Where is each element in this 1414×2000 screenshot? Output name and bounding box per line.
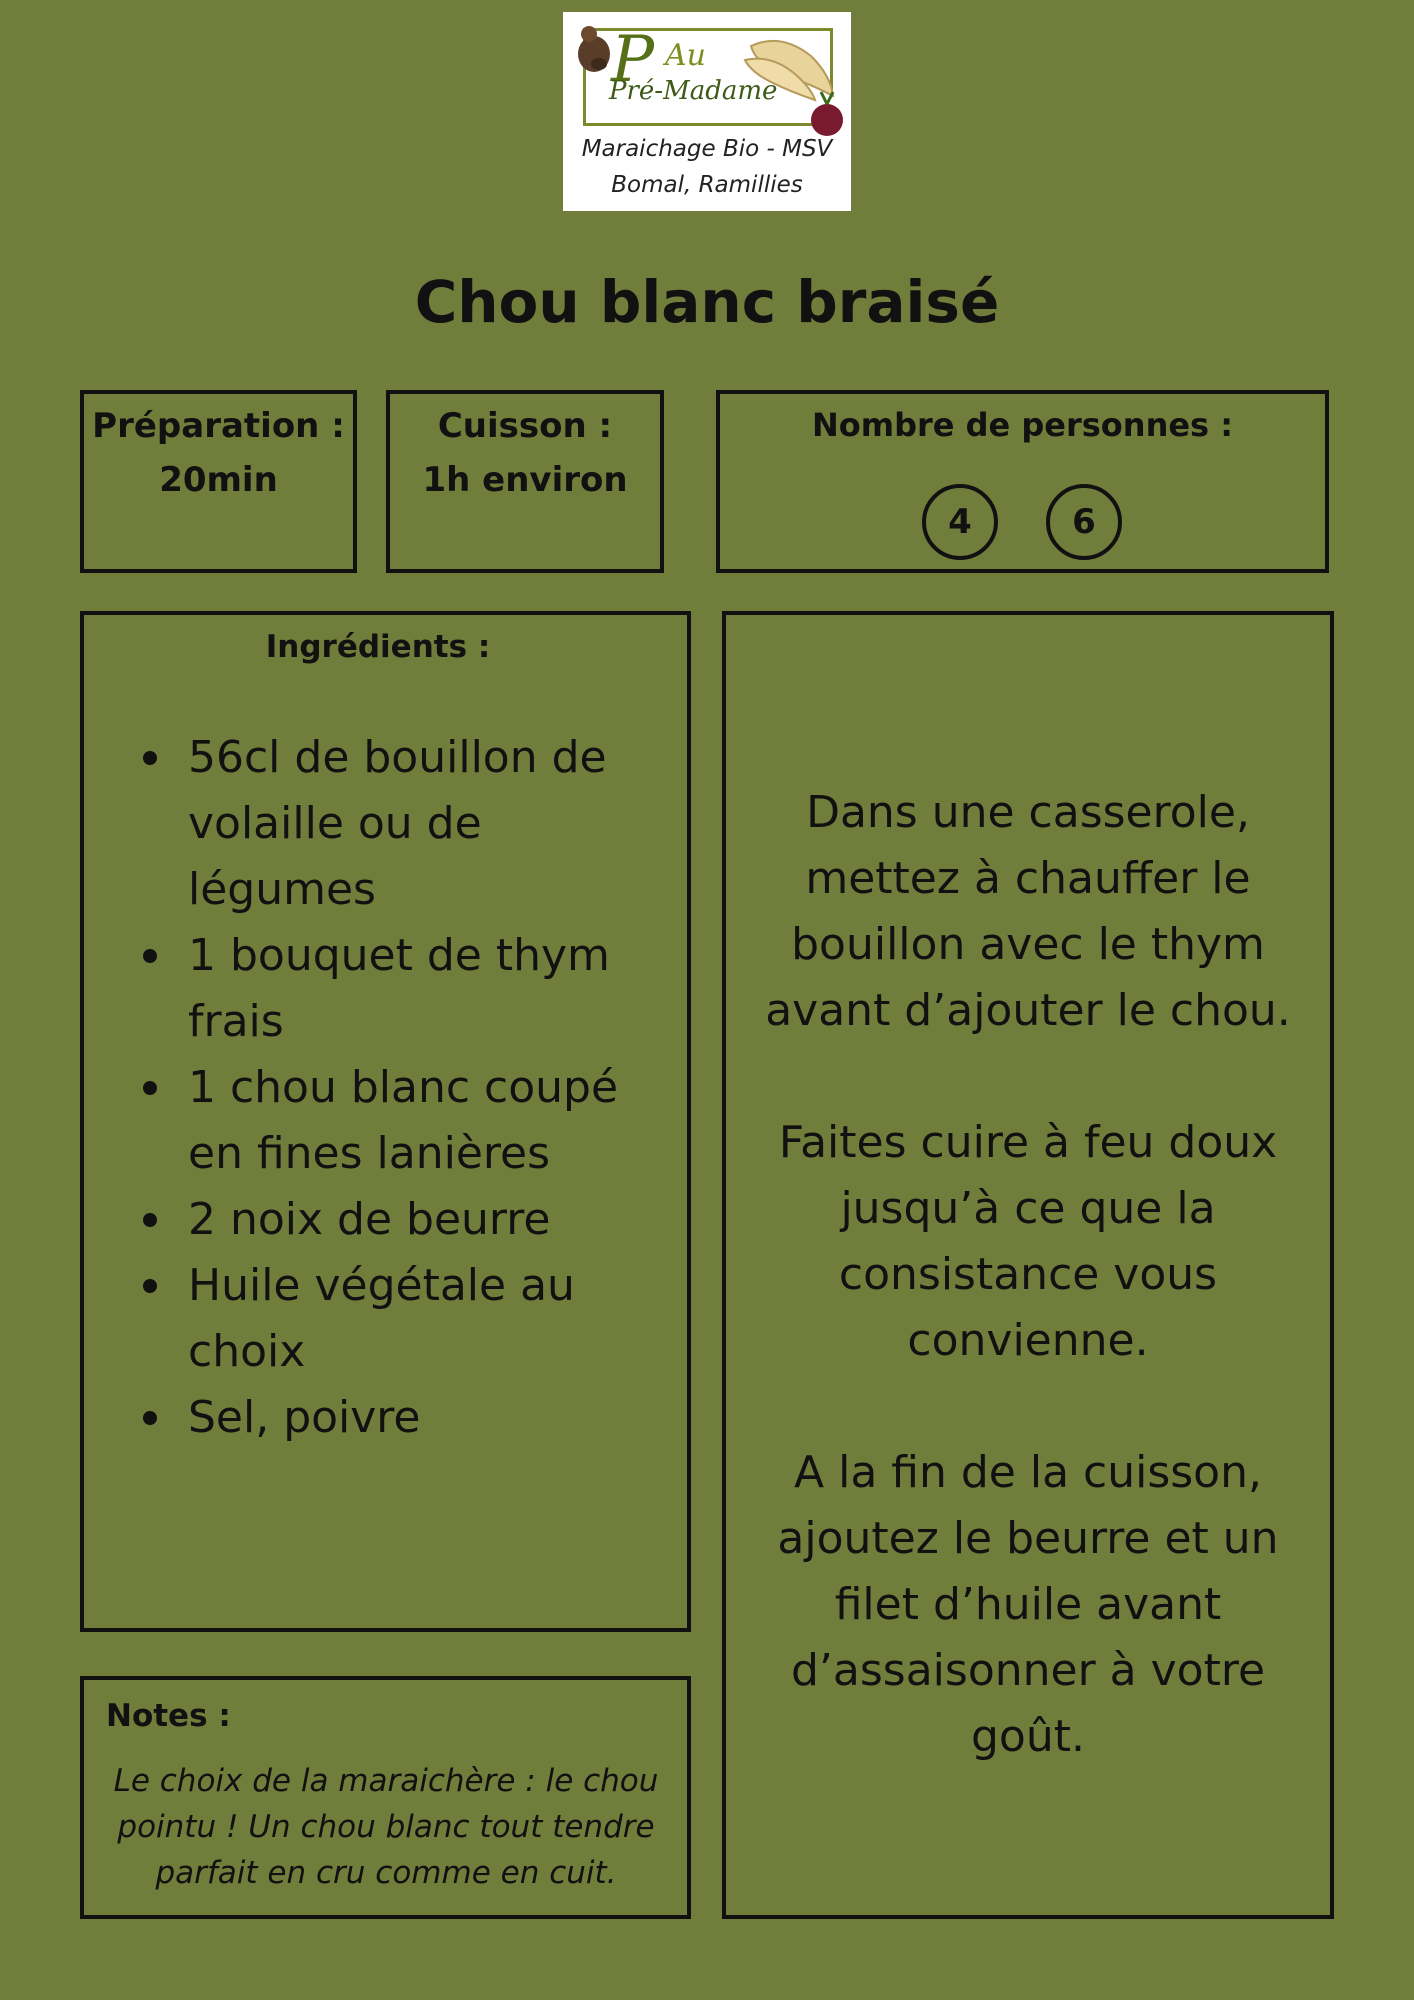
instruction-step: Faites cuire à feu doux jusqu’à ce que la consistance vous convienne.	[778, 1117, 1278, 1366]
servings-option-6[interactable]: 6	[1046, 484, 1122, 560]
ingredient-item: 2 noix de beurre	[188, 1187, 658, 1253]
notes-text: Le choix de la maraichère : le chou pointu ! Un chou blanc tout tendre parfait en cru comme en cuit.	[113, 1763, 659, 1891]
logo-name-line2: Pré-Madame	[609, 76, 778, 106]
instruction-step: Dans une casserole, mettez à chauffer le bouillon avec le thym avant d’ajouter le chou.	[765, 787, 1291, 1036]
servings-option-4[interactable]: 4	[922, 484, 998, 560]
preparation-label: Préparation :	[92, 406, 345, 446]
cooking-label: Cuisson :	[437, 406, 613, 446]
bullet-icon	[143, 1213, 157, 1227]
logo-initial: P	[611, 23, 655, 97]
cooking-box	[386, 390, 664, 573]
ingredient-item: 56cl de bouillon de volaille ou de légumes	[188, 725, 658, 923]
ingredients-heading: Ingrédients :	[265, 629, 491, 665]
ingredient-item: 1 bouquet de thym frais	[188, 923, 658, 1055]
logo-name-line1: Au	[665, 38, 706, 73]
instruction-step: A la fin de la cuisson, ajoutez le beurre et un filet d’huile avant d’assaisonner à votre goût.	[777, 1447, 1279, 1762]
bullet-icon	[143, 1411, 157, 1425]
beetroot-icon	[803, 90, 851, 140]
bullet-icon	[143, 751, 157, 765]
ingredients-box	[80, 611, 691, 1632]
servings-label: Nombre de personnes :	[811, 406, 1234, 444]
cooking-value: 1h environ	[422, 460, 628, 500]
notes-heading: Notes :	[106, 1698, 231, 1734]
notes-box	[80, 1676, 691, 1919]
recipe-title: Chou blanc braisé	[414, 268, 1000, 336]
brand-logo	[563, 12, 851, 211]
ingredient-item: 1 chou blanc coupé en fines lanières	[188, 1055, 658, 1187]
logo-location: Bomal, Ramillies	[611, 172, 803, 198]
bullet-icon	[143, 949, 157, 963]
ingredient-item: Huile végétale au choix	[188, 1253, 658, 1385]
bullet-icon	[143, 1279, 157, 1293]
ingredient-item: Sel, poivre	[188, 1385, 658, 1451]
preparation-box	[80, 390, 357, 573]
preparation-value: 20min	[159, 460, 278, 500]
bullet-icon	[143, 1081, 157, 1095]
instructions-box	[722, 611, 1334, 1919]
logo-tagline: Maraichage Bio - MSV	[581, 136, 833, 162]
servings-box	[716, 390, 1329, 573]
ingredients-list	[188, 725, 658, 1451]
